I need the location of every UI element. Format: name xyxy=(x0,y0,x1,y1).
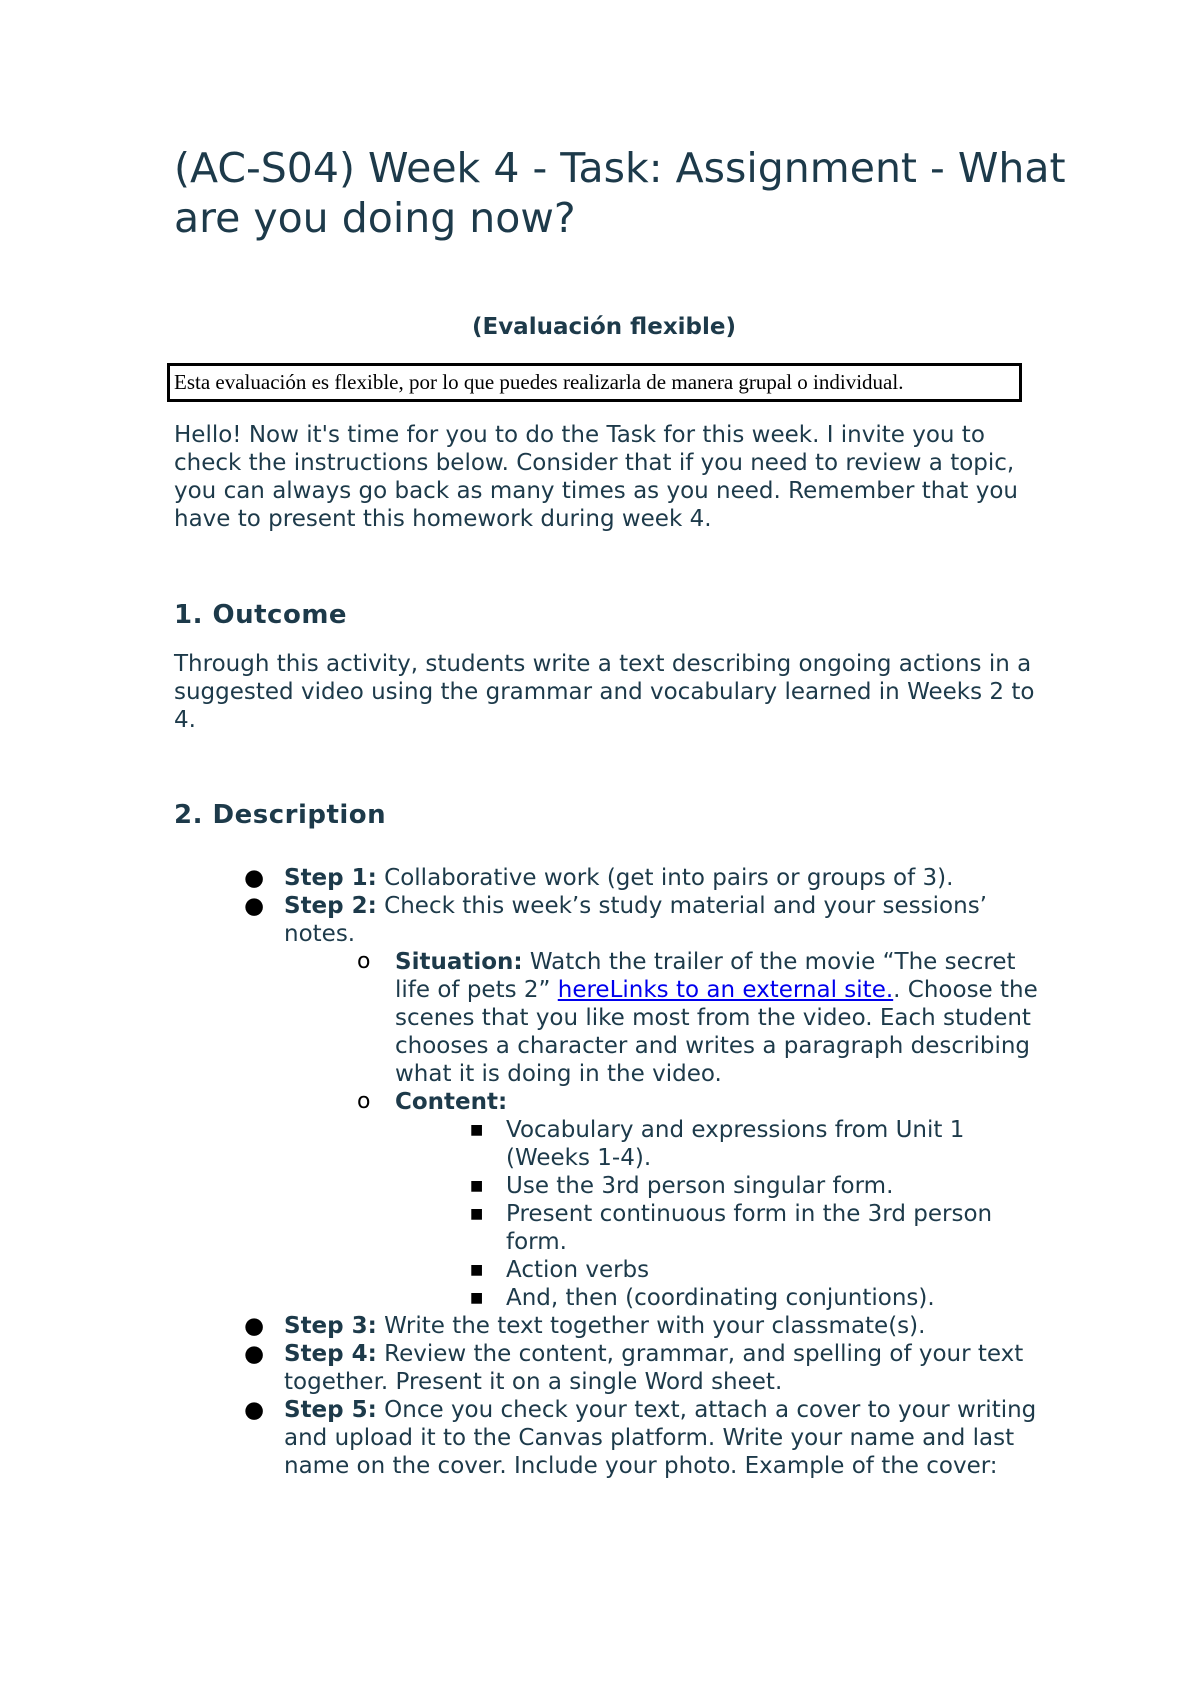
step-label: Step 3: xyxy=(284,1313,377,1339)
list-item-step-2 xyxy=(174,892,1054,948)
bullet-icon: ● xyxy=(244,1397,265,1423)
square-bullet-icon: ■ xyxy=(470,1262,484,1278)
bullet-icon: ● xyxy=(244,1313,265,1339)
list-item-situation xyxy=(174,948,1054,1088)
step-label: Step 2: xyxy=(284,893,377,919)
content-item-text: Present continuous form in the 3rd person form. xyxy=(506,1201,993,1255)
square-bullet-icon: ■ xyxy=(470,1178,484,1194)
square-bullet-icon: ■ xyxy=(470,1122,484,1138)
step-label: Step 5: xyxy=(284,1397,377,1423)
description-heading: 2. Description xyxy=(174,800,387,830)
content-item xyxy=(174,1284,1054,1312)
content-item xyxy=(174,1200,1054,1256)
list-item-step-1 xyxy=(174,864,1054,892)
content-item-text: Vocabulary and expressions from Unit 1 (Weeks 1-4). xyxy=(506,1117,965,1171)
list-item-step-4 xyxy=(174,1340,1054,1396)
intro-paragraph: Hello! Now it's time for you to do the Task for this week. I invite you to check the instructions below. Consider that if you need to review a topic, you can always go back as many times as you need. Remember that you have to present this homework during week 4. xyxy=(174,422,1019,532)
content-item xyxy=(174,1172,1054,1200)
content-item xyxy=(174,1256,1054,1284)
content-item-text: And, then (coordinating conjuntions). xyxy=(506,1285,935,1311)
situation-label: Situation: xyxy=(395,949,523,975)
list-item-content xyxy=(174,1088,1054,1116)
situation-text: Watch the trailer of the movie “The secret life of pets 2” xyxy=(395,949,1016,1003)
step-text: Collaborative work (get into pairs or groups of 3). xyxy=(376,865,954,891)
circle-bullet-icon: o xyxy=(357,1089,371,1114)
evaluation-subtitle: (Evaluación flexible) xyxy=(471,314,737,340)
step-label: Step 1: xyxy=(284,865,377,891)
content-item-text: Use the 3rd person singular form. xyxy=(506,1173,894,1199)
square-bullet-icon: ■ xyxy=(470,1206,484,1222)
external-video-link[interactable]: hereLinks to an external site. xyxy=(557,977,894,1003)
content-label: Content: xyxy=(395,1089,508,1115)
situation-text-continued: . Choose the scenes that you like most from the video. Each student chooses a character and writes a paragraph describing what it is doing in the video. xyxy=(395,977,1038,1087)
step-text: Review the content, grammar, and spelling of your text together. Present it on a single Word sheet. xyxy=(284,1341,1024,1395)
step-text: Once you check your text, attach a cover to your writing and upload it to the Canvas platform. Write your name and last name on the cover. Include your photo. Example of the cover: xyxy=(284,1397,1037,1479)
step-label: Step 4: xyxy=(284,1341,377,1367)
list-item-step-3 xyxy=(174,1312,1054,1340)
steps-list xyxy=(174,864,1054,1480)
step-text: Check this week’s study material and your sessions’ notes. xyxy=(284,893,987,947)
content-item-text: Action verbs xyxy=(506,1257,650,1283)
page-title: (AC-S04) Week 4 - Task: Assignment - What are you doing now? xyxy=(174,144,1066,242)
bullet-icon: ● xyxy=(244,1341,265,1367)
list-item-step-5 xyxy=(174,1396,1054,1480)
flexible-evaluation-notice: Esta evaluación es flexible, por lo que puedes realizarla de manera grupal o individual. xyxy=(167,363,1022,402)
step-text: Write the text together with your classmate(s). xyxy=(376,1313,926,1339)
bullet-icon: ● xyxy=(244,893,265,919)
content-item xyxy=(174,1116,1054,1172)
circle-bullet-icon: o xyxy=(357,949,371,974)
square-bullet-icon: ■ xyxy=(470,1290,484,1306)
outcome-heading: 1. Outcome xyxy=(174,600,348,630)
bullet-icon: ● xyxy=(244,865,265,891)
outcome-paragraph: Through this activity, students write a text describing ongoing actions in a suggested video using the grammar and vocabulary learned in Weeks 2 to 4. xyxy=(174,651,1035,733)
